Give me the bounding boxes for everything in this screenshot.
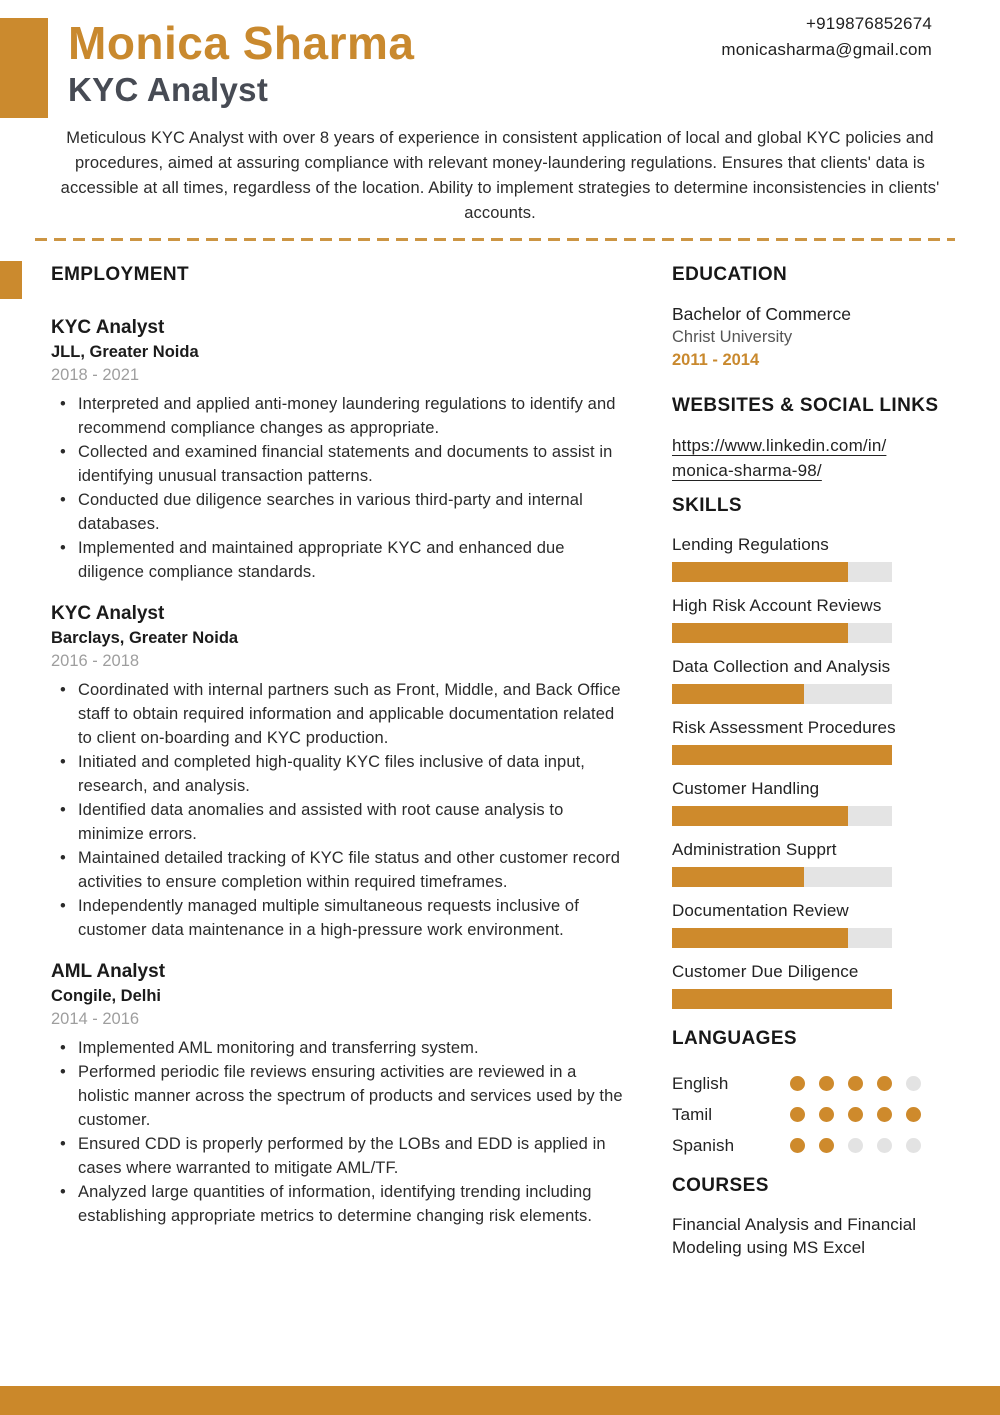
employment-heading: EMPLOYMENT	[51, 264, 190, 285]
job-title: KYC Analyst	[51, 603, 165, 624]
skills-heading: SKILLS	[672, 495, 742, 516]
skill-bar-fill	[672, 806, 848, 826]
job-bullet: • Analyzed large quantities of information, identifying trending including establishing appropriate metrics to determine changing risk elements.	[78, 1180, 629, 1228]
level-dot-filled	[906, 1107, 921, 1122]
level-dot-filled	[819, 1107, 834, 1122]
job-bullet: • Coordinated with internal partners such as Front, Middle, and Back Office staff to obtain required information and applicable documentation related to client on-boarding and KYC production.	[78, 678, 629, 750]
skill-bar-track	[672, 623, 892, 643]
skill-label: Customer Handling	[672, 779, 820, 798]
footer-accent-bar	[0, 1386, 1000, 1415]
linkedin-link[interactable]	[672, 433, 934, 483]
skill-bar-track	[672, 745, 892, 765]
language-label: Tamil	[672, 1104, 713, 1124]
job-bullet: • Interpreted and applied anti-money laundering regulations to identify and recommend compliance changes as appropriate.	[78, 392, 629, 440]
skill-label: High Risk Account Reviews	[672, 596, 882, 615]
job-dates: 2018 - 2021	[51, 366, 140, 384]
job-company: Congile, Delhi	[51, 987, 162, 1005]
language-label: Spanish	[672, 1135, 735, 1155]
skill-bar-track	[672, 928, 892, 948]
education-heading: EDUCATION	[672, 264, 788, 285]
job-bullet: • Ensured CDD is properly performed by the LOBs and EDD is applied in cases where warranted to mitigate AML/TF.	[78, 1132, 629, 1180]
skill-label: Risk Assessment Procedures	[672, 718, 896, 737]
skill-label: Administration Supprt	[672, 840, 837, 859]
languages-list	[672, 1068, 934, 1161]
level-dot-empty	[848, 1138, 863, 1153]
skill-label: Customer Due Diligence	[672, 962, 859, 981]
languages-heading: LANGUAGES	[672, 1028, 797, 1049]
education-dates: 2011 - 2014	[672, 351, 760, 369]
level-dot-filled	[877, 1107, 892, 1122]
courses-list	[672, 1213, 934, 1259]
job-bullet: • Conducted due diligence searches in various third-party and internal databases.	[78, 488, 629, 536]
language-level-dots	[790, 1138, 921, 1153]
job-entry	[51, 960, 629, 1228]
job-dates: 2014 - 2016	[51, 1010, 140, 1028]
skill-bar-track	[672, 989, 892, 1009]
level-dot-filled	[848, 1076, 863, 1091]
links-heading: WEBSITES & SOCIAL LINKS	[672, 395, 939, 416]
language-row	[672, 1068, 934, 1099]
language-level-dots	[790, 1107, 921, 1122]
job-bullet: • Identified data anomalies and assisted with root cause analysis to minimize errors.	[78, 798, 629, 846]
skill-item	[672, 595, 934, 643]
job-dates: 2016 - 2018	[51, 652, 140, 670]
skill-bar-fill	[672, 562, 848, 582]
job-title: AML Analyst	[51, 961, 166, 982]
level-dot-filled	[790, 1107, 805, 1122]
job-entry	[51, 316, 629, 584]
skills-list	[672, 534, 934, 1009]
job-bullet: • Initiated and completed high-quality KYC files inclusive of data input, research, and analysis.	[78, 750, 629, 798]
job-list	[51, 316, 629, 1228]
skill-bar-fill	[672, 623, 848, 643]
person-title: KYC Analyst	[68, 70, 269, 108]
education-school: Christ University	[672, 328, 793, 346]
contact-info	[721, 11, 932, 63]
skill-item	[672, 717, 934, 765]
skill-item	[672, 778, 934, 826]
sidebar	[672, 264, 939, 1259]
job-title: KYC Analyst	[51, 317, 165, 338]
level-dot-filled	[819, 1138, 834, 1153]
employment-section	[51, 264, 629, 1246]
skill-bar-fill	[672, 928, 848, 948]
skill-item	[672, 961, 934, 1009]
skill-bar-track	[672, 806, 892, 826]
level-dot-empty	[906, 1138, 921, 1153]
job-bullet: • Collected and examined financial statements and documents to assist in identifying unusual transaction patterns.	[78, 440, 629, 488]
skill-bar-fill	[672, 684, 804, 704]
skill-label: Data Collection and Analysis	[672, 657, 891, 676]
email-address: monicasharma@gmail.com	[721, 40, 932, 59]
linkedin-link-line: monica-sharma-98/	[672, 461, 822, 480]
person-name: Monica Sharma	[68, 17, 415, 69]
level-dot-filled	[790, 1076, 805, 1091]
skill-item	[672, 656, 934, 704]
job-company: Barclays, Greater Noida	[51, 629, 239, 647]
job-bullet: • Independently managed multiple simultaneous requests inclusive of customer data maintenance in a high-pressure work environment.	[78, 894, 629, 942]
skill-label: Lending Regulations	[672, 535, 829, 554]
language-row	[672, 1130, 934, 1161]
job-bullet: • Maintained detailed tracking of KYC file status and other customer record activities to ensure completion within required timeframes.	[78, 846, 629, 894]
skill-bar-track	[672, 684, 892, 704]
job-bullet: • Implemented and maintained appropriate KYC and enhanced due diligence compliance standards.	[78, 536, 629, 584]
employment-accent-block	[0, 261, 22, 299]
level-dot-filled	[819, 1076, 834, 1091]
job-entry	[51, 602, 629, 942]
linkedin-link-line: https://www.linkedin.com/in/	[672, 436, 887, 455]
header-accent-block	[0, 18, 48, 118]
level-dot-empty	[877, 1138, 892, 1153]
phone-number: +919876852674	[806, 14, 932, 33]
level-dot-filled	[790, 1138, 805, 1153]
skill-bar-fill	[672, 989, 892, 1009]
job-bullet-list	[51, 678, 629, 942]
skill-item	[672, 534, 934, 582]
skill-bar-track	[672, 562, 892, 582]
courses-heading: COURSES	[672, 1175, 769, 1196]
skill-item	[672, 839, 934, 887]
job-bullet-list	[51, 392, 629, 584]
skill-bar-track	[672, 867, 892, 887]
skill-label: Documentation Review	[672, 901, 849, 920]
header	[68, 18, 415, 109]
summary-paragraph: Meticulous KYC Analyst with over 8 years of experience in consistent application of local and global KYC policies and procedures, aimed at assuring compliance with relevant money-laundering regulations. Ensures that clients' data is accessible at all times, regardless of the location. Ability to implement strategies to determine inconsistencies in clients' accounts.	[60, 129, 940, 222]
job-bullet: • Implemented AML monitoring and transferring system.	[78, 1036, 629, 1060]
level-dot-empty	[906, 1076, 921, 1091]
skill-bar-fill	[672, 745, 892, 765]
language-label: English	[672, 1073, 729, 1093]
education-degree: Bachelor of Commerce	[672, 304, 851, 324]
skill-item	[672, 900, 934, 948]
course-item: Financial Analysis and Financial Modeling using MS Excel	[672, 1215, 917, 1257]
language-level-dots	[790, 1076, 921, 1091]
dashed-divider	[35, 238, 955, 241]
skill-bar-fill	[672, 867, 804, 887]
job-bullet-list	[51, 1036, 629, 1228]
level-dot-filled	[848, 1107, 863, 1122]
language-row	[672, 1099, 934, 1130]
level-dot-filled	[877, 1076, 892, 1091]
job-bullet: • Performed periodic file reviews ensuring activities are reviewed in a holistic manner across the spectrum of products and services used by the customer.	[78, 1060, 629, 1132]
job-company: JLL, Greater Noida	[51, 343, 199, 361]
